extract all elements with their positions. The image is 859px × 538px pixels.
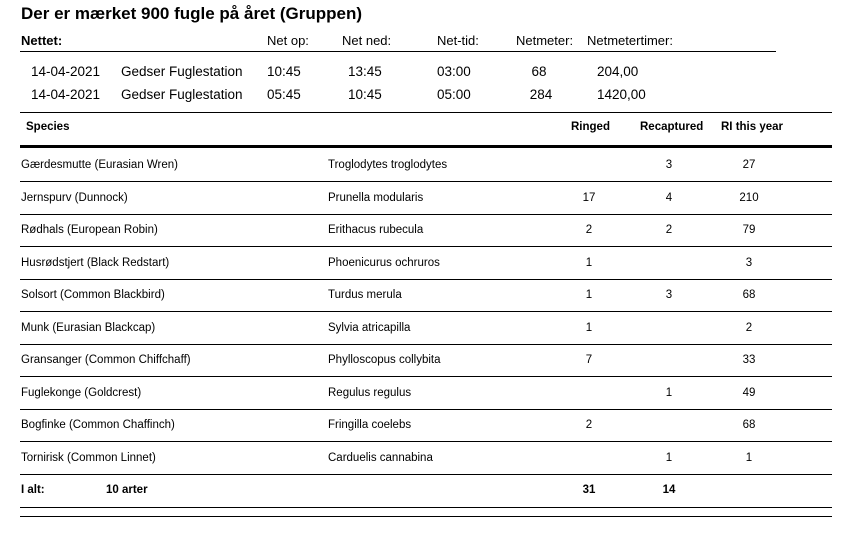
net-op-time: 10:45	[267, 64, 301, 79]
species-name: Tornirisk (Common Linnet)	[21, 452, 156, 464]
net-tid-value: 05:00	[437, 87, 471, 102]
net-ned-time: 13:45	[348, 64, 382, 79]
ringed-count: 1	[585, 322, 593, 334]
ringed-count: 17	[582, 192, 596, 204]
net-op-header: Net op:	[267, 33, 309, 48]
ringed-count: 2	[585, 419, 593, 431]
ri-this-year-count: 33	[742, 354, 756, 366]
net-station: Gedser Fuglestation	[121, 87, 243, 102]
row-divider	[20, 474, 832, 475]
ringed-count: 1	[585, 257, 593, 269]
species-latin-name: Fringilla coelebs	[328, 419, 412, 431]
species-name: Munk (Eurasian Blackcap)	[21, 322, 156, 334]
species-column-header: Species	[26, 121, 70, 133]
net-date: 14-04-2021	[31, 64, 101, 79]
net-op-time: 05:45	[267, 87, 301, 102]
row-divider	[20, 279, 832, 280]
ri-this-year-count: 49	[742, 387, 756, 399]
species-name: Gransanger (Common Chiffchaff)	[21, 354, 191, 366]
ri-this-year-count: 1	[745, 452, 753, 464]
net-section-divider	[20, 112, 832, 113]
row-divider	[20, 376, 832, 377]
species-name: Solsort (Common Blackbird)	[21, 289, 165, 301]
recaptured-count: 1	[665, 387, 673, 399]
species-latin-name: Carduelis cannabina	[328, 452, 433, 464]
ringed-column-header: Ringed	[571, 121, 610, 133]
species-latin-name: Prunella modularis	[328, 192, 424, 204]
row-divider	[20, 409, 832, 410]
species-latin-name: Phylloscopus collybita	[328, 354, 441, 366]
net-date: 14-04-2021	[31, 87, 101, 102]
recaptured-count: 2	[665, 224, 673, 236]
ri-this-year-count: 210	[739, 192, 759, 204]
net-ned-time: 10:45	[348, 87, 382, 102]
species-latin-name: Turdus merula	[328, 289, 402, 301]
ri-this-year-count: 68	[742, 419, 756, 431]
netmeter-value: 68	[531, 64, 547, 79]
row-divider	[20, 441, 832, 442]
net-header-divider	[20, 51, 776, 52]
row-divider	[20, 246, 832, 247]
row-divider	[20, 311, 832, 312]
ri-this-year-count: 3	[745, 257, 753, 269]
ringed-count: 2	[585, 224, 593, 236]
net-ned-header: Net ned:	[342, 33, 392, 48]
totals-divider	[20, 507, 832, 508]
species-name: Gærdesmutte (Eurasian Wren)	[21, 159, 179, 171]
recaptured-count: 1	[665, 452, 673, 464]
recaptured-column-header: Recaptured	[640, 121, 704, 133]
species-header-divider	[20, 145, 832, 148]
footer-divider	[20, 516, 832, 517]
netmetertimer-value: 204,00	[597, 64, 639, 79]
netmeter-header: Netmeter:	[516, 33, 574, 48]
net-tid-header: Net-tid:	[437, 33, 479, 48]
recaptured-count: 4	[665, 192, 673, 204]
species-latin-name: Erithacus rubecula	[328, 224, 424, 236]
species-name: Jernspurv (Dunnock)	[21, 192, 128, 204]
ri-this-year-count: 27	[742, 159, 756, 171]
row-divider	[20, 344, 832, 345]
row-divider	[20, 181, 832, 182]
row-divider	[20, 214, 832, 215]
recaptured-count: 3	[665, 159, 673, 171]
species-latin-name: Sylvia atricapilla	[328, 322, 411, 334]
net-tid-value: 03:00	[437, 64, 471, 79]
species-name: Husrødstjert (Black Redstart)	[21, 257, 170, 269]
totals-ringed: 31	[582, 484, 596, 496]
species-name: Rødhals (European Robin)	[21, 224, 158, 236]
species-latin-name: Regulus regulus	[328, 387, 412, 399]
netmetertimer-header: Netmetertimer:	[587, 33, 673, 48]
totals-label: I alt:	[21, 484, 45, 496]
netmeter-value: 284	[529, 87, 553, 102]
net-label: Nettet:	[21, 33, 63, 48]
totals-species-count: 10 arter	[106, 484, 148, 496]
species-name: Fuglekonge (Goldcrest)	[21, 387, 142, 399]
species-latin-name: Phoenicurus ochruros	[328, 257, 440, 269]
ringed-count: 1	[585, 289, 593, 301]
page-title: Der er mærket 900 fugle på året (Gruppen)	[21, 4, 363, 23]
ri-this-year-count: 2	[745, 322, 753, 334]
ri-this-year-count: 79	[742, 224, 756, 236]
ri-this-year-count: 68	[742, 289, 756, 301]
net-station: Gedser Fuglestation	[121, 64, 243, 79]
species-latin-name: Troglodytes troglodytes	[328, 159, 448, 171]
recaptured-count: 3	[665, 289, 673, 301]
ri-this-year-column-header: RI this year	[721, 121, 783, 133]
totals-recaptured: 14	[662, 484, 676, 496]
ringed-count: 7	[585, 354, 593, 366]
species-name: Bogfinke (Common Chaffinch)	[21, 419, 175, 431]
netmetertimer-value: 1420,00	[597, 87, 646, 102]
